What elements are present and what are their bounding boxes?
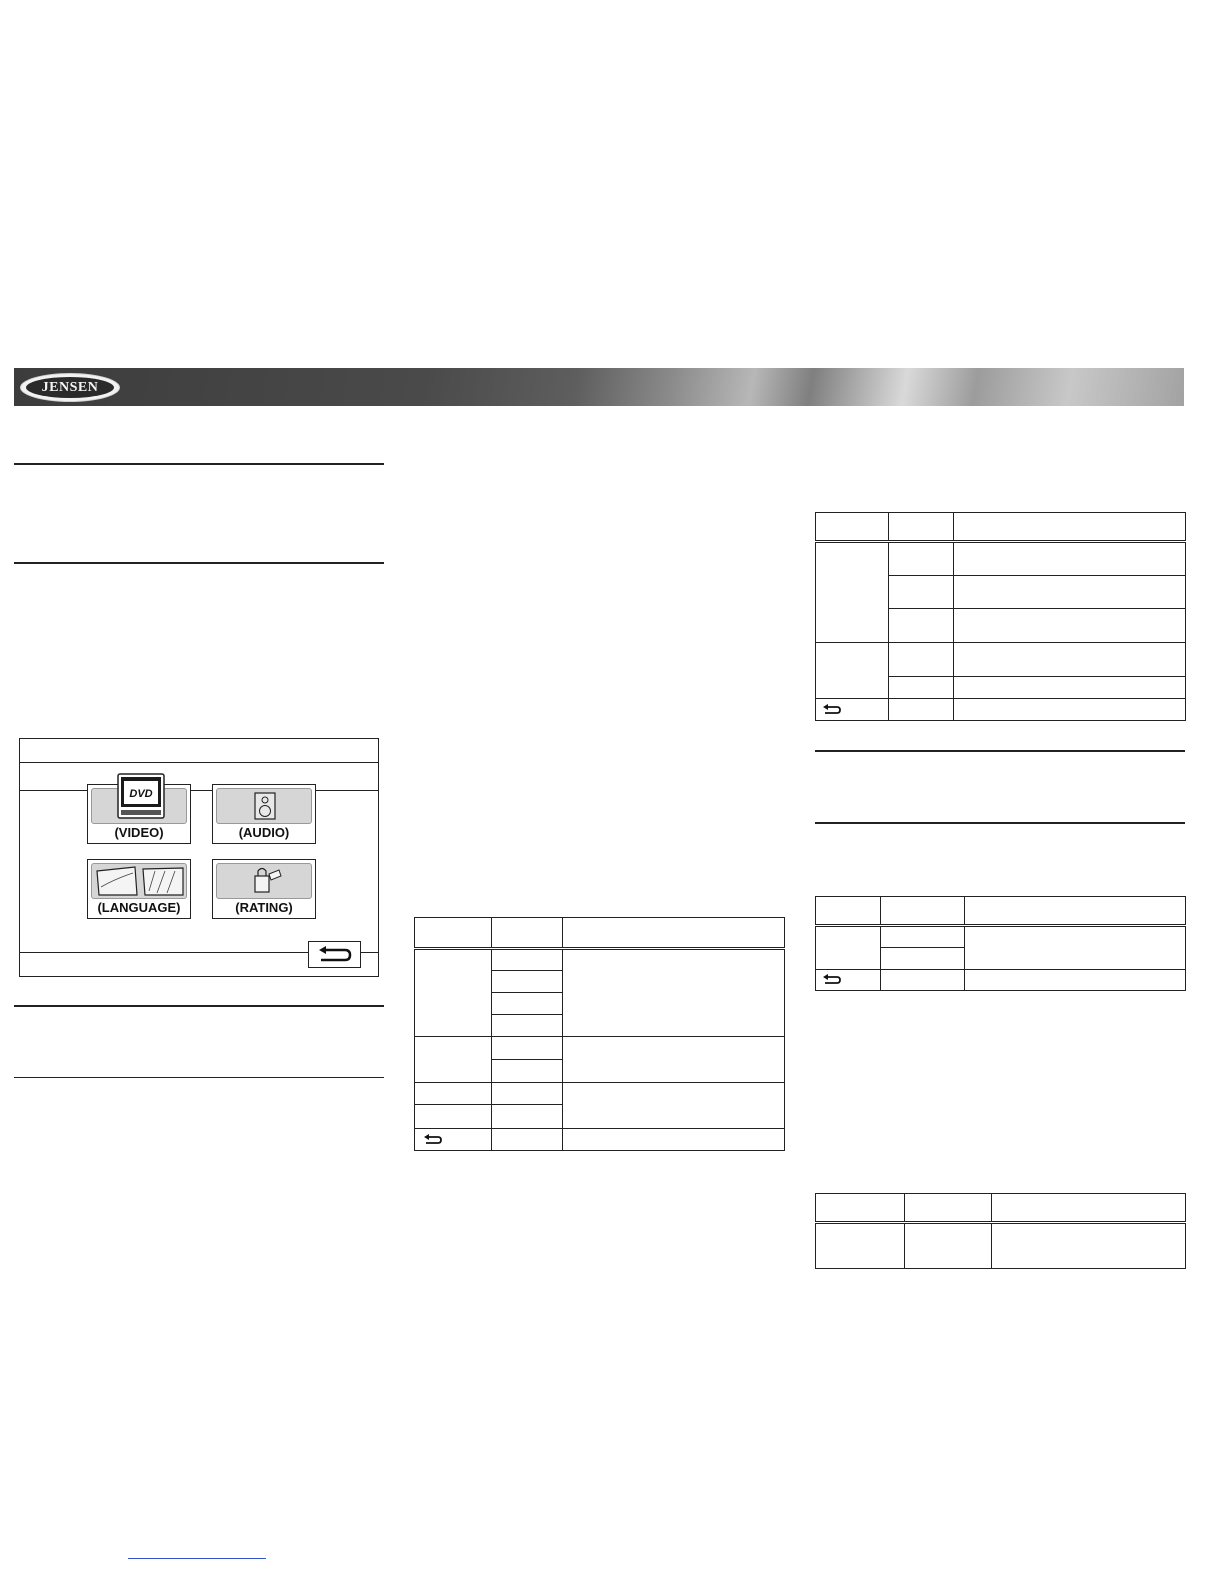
rating-settings-table [815,1193,1186,1269]
table-row [816,926,1186,948]
section-rule [14,463,384,465]
rating-button-label: (RATING) [235,900,293,915]
parental-lock-icon [251,866,283,894]
language-settings-table [815,896,1186,991]
language-setup-button[interactable] [87,859,191,919]
table-row [415,1129,785,1151]
dvd-icon-text: DVD [129,788,153,800]
section-rule [14,1077,384,1078]
footer-link[interactable] [128,1558,266,1559]
jensen-logo [20,373,120,402]
video-settings-table [414,917,785,1151]
section-rule [14,562,384,564]
setup-menu-screen [19,738,379,977]
return-button[interactable] [308,941,361,968]
open-book-icon [95,865,185,897]
header-banner [14,368,1184,406]
table-row [415,1083,785,1105]
section-rule [815,822,1185,824]
audio-setup-button[interactable] [212,784,316,844]
table-row [816,542,1186,576]
table-row [816,970,1186,991]
video-setup-button[interactable] [87,784,191,844]
audio-button-label: (AUDIO) [238,825,290,840]
table-row [816,1223,1186,1269]
table-header-row [816,1194,1186,1223]
menu-area-divider [20,790,378,791]
section-rule [14,1005,384,1007]
return-arrow-icon [822,974,842,986]
section-rule [815,750,1185,752]
table-row [415,1037,785,1060]
table-header-row [816,513,1186,542]
jensen-logo-text: JENSEN [26,377,114,398]
return-arrow-icon [822,704,842,716]
language-button-label: (LANGUAGE) [97,900,181,915]
table-row [816,643,1186,677]
dvd-player-icon [117,773,165,819]
table-header-row [415,918,785,949]
rating-setup-button[interactable] [212,859,316,919]
video-button-label: (VIDEO) [114,825,164,840]
return-arrow-icon [423,1134,443,1146]
table-row [816,699,1186,721]
audio-settings-table [815,512,1186,721]
table-row [415,949,785,971]
table-header-row [816,897,1186,926]
return-arrow-icon [317,946,353,964]
title-bar-divider [20,762,378,763]
speaker-icon [254,792,276,820]
